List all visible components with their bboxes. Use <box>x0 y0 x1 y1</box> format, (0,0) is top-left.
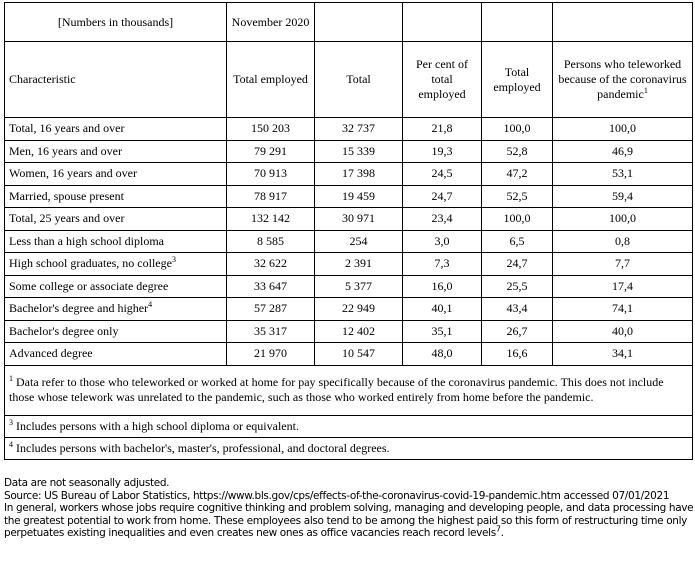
row-label-text: Men, 16 years and over <box>9 143 122 158</box>
cell-pct: 23,4 <box>403 208 482 231</box>
cell-pct: 21,8 <box>403 118 482 141</box>
footnote-row <box>5 415 693 437</box>
cell-pct: 7,3 <box>403 253 482 276</box>
column-header-total: Total <box>315 42 403 118</box>
cell-pct: 48,0 <box>403 343 482 366</box>
footnote-text: Data refer to those who teleworked or worked at home for pay specifically because of the coronavirus pandemic. This does not include those whose telework was unrelated to the pandemic, such as those who worked entirely from home before the pandemic. <box>9 375 664 404</box>
cell-emp-share: 52,8 <box>482 140 553 163</box>
cell-employed: 78 917 <box>227 185 315 208</box>
notes <box>4 477 694 540</box>
table-row <box>5 253 693 276</box>
footnote-text: Includes persons with a high school diploma or equivalent. <box>13 418 299 433</box>
row-label <box>5 118 227 141</box>
row-label-text: Total, 16 years and over <box>9 121 125 136</box>
cell-tw-share: 17,4 <box>553 275 693 298</box>
row-label <box>5 185 227 208</box>
cell-total: 5 377 <box>315 275 403 298</box>
seasonal-note: Data are not seasonally adjusted. <box>4 477 170 489</box>
cell-tw-share: 40,0 <box>553 320 693 343</box>
cell-tw-share: 7,7 <box>553 253 693 276</box>
cell-emp-share: 25,5 <box>482 275 553 298</box>
cell-total: 2 391 <box>315 253 403 276</box>
row-label <box>5 298 227 321</box>
cell-employed: 70 913 <box>227 163 315 186</box>
table-row <box>5 298 693 321</box>
paragraph <box>4 502 694 540</box>
row-label-text: Women, 16 years and over <box>9 166 137 181</box>
cell-employed: 35 317 <box>227 320 315 343</box>
footnote-mark: 3 <box>9 417 13 427</box>
cell-total: 32 737 <box>315 118 403 141</box>
cell-total: 15 339 <box>315 140 403 163</box>
row-label <box>5 208 227 231</box>
cell-emp-share: 26,7 <box>482 320 553 343</box>
table-row <box>5 208 693 231</box>
footnote-mark: 4 <box>9 439 13 449</box>
cell-emp-share: 43,4 <box>482 298 553 321</box>
table-row <box>5 275 693 298</box>
cell-employed: 79 291 <box>227 140 315 163</box>
column-header-employed-share: Total employed <box>482 42 553 118</box>
footnote-text: Includes persons with bachelor's, master's, professional, and doctoral degrees. <box>13 440 390 455</box>
empty-header-cell <box>553 3 693 42</box>
cell-tw-share: 74,1 <box>553 298 693 321</box>
footnote-mark: 1 <box>9 374 13 383</box>
column-header-total-employed: Total employed <box>227 42 315 118</box>
row-label-text: Advanced degree <box>9 346 93 361</box>
table-row <box>5 163 693 186</box>
empty-header-cell <box>315 3 403 42</box>
footnote-mark: 1 <box>643 86 648 95</box>
cell-pct: 35,1 <box>403 320 482 343</box>
row-label <box>5 140 227 163</box>
cell-tw-share: 59,4 <box>553 185 693 208</box>
table-row <box>5 118 693 141</box>
footnote-mark: 3 <box>171 255 176 265</box>
cell-total: 17 398 <box>315 163 403 186</box>
cell-total: 30 971 <box>315 208 403 231</box>
cell-emp-share: 47,2 <box>482 163 553 186</box>
cell-pct: 24,7 <box>403 185 482 208</box>
cell-total: 19 459 <box>315 185 403 208</box>
row-label <box>5 320 227 343</box>
row-label-text: Some college or associate degree <box>9 278 169 293</box>
footnote-row <box>5 365 693 415</box>
column-header-teleworked <box>553 42 693 118</box>
cell-total: 254 <box>315 230 403 253</box>
footnote-mark: 4 <box>148 300 153 310</box>
cell-emp-share: 52,5 <box>482 185 553 208</box>
footnote-cell <box>5 437 693 459</box>
empty-header-cell <box>403 3 482 42</box>
paragraph-end: . <box>500 527 504 539</box>
cell-emp-share: 100,0 <box>482 208 553 231</box>
footnote-cell <box>5 415 693 437</box>
cell-employed: 32 622 <box>227 253 315 276</box>
table-row <box>5 230 693 253</box>
row-label-text: Bachelor's degree and higher <box>9 301 149 316</box>
column-header-characteristic: Characteristic <box>5 42 227 118</box>
cell-tw-share: 53,1 <box>553 163 693 186</box>
table-row <box>5 343 693 366</box>
teleworked-header-text: Persons who teleworked because of the coronavirus pandemic <box>558 57 687 101</box>
paragraph-text: In general, workers whose jobs require cognitive thinking and problem solving, managing and developing people, and data processing have the greatest potential to work from home. These employees also tend to be among the highest paid so this form of restructuring time only perpetuates existing inequalities and even creates new ones as office vacancies reach record levels <box>4 502 694 539</box>
row-label <box>5 343 227 366</box>
period-label: November 2020 <box>227 3 315 42</box>
row-label-text: Less than a high school diploma <box>9 233 164 248</box>
cell-employed: 21 970 <box>227 343 315 366</box>
cell-emp-share: 16,6 <box>482 343 553 366</box>
cell-total: 22 949 <box>315 298 403 321</box>
empty-header-cell <box>482 3 553 42</box>
footnote-cell <box>5 365 693 415</box>
cell-tw-share: 46,9 <box>553 140 693 163</box>
cell-total: 12 402 <box>315 320 403 343</box>
cell-employed: 33 647 <box>227 275 315 298</box>
cell-pct: 40,1 <box>403 298 482 321</box>
table-row <box>5 185 693 208</box>
source-note: Source: US Bureau of Labor Statistics, https://www.bls.gov/cps/effects-of-the-coronavirus-covid-19-pandemic.htm accessed 07/01/2021 <box>4 489 670 502</box>
cell-emp-share: 100,0 <box>482 118 553 141</box>
cell-tw-share: 100,0 <box>553 118 693 141</box>
cell-tw-share: 0,8 <box>553 230 693 253</box>
cell-employed: 132 142 <box>227 208 315 231</box>
cell-emp-share: 6,5 <box>482 230 553 253</box>
cell-emp-share: 24,7 <box>482 253 553 276</box>
row-label <box>5 253 227 276</box>
footnote-row <box>5 437 693 459</box>
row-label <box>5 275 227 298</box>
row-label-text: Bachelor's degree only <box>9 323 119 338</box>
cell-pct: 24,5 <box>403 163 482 186</box>
row-label-text: High school graduates, no college <box>9 256 172 271</box>
table-row <box>5 320 693 343</box>
table-row <box>5 140 693 163</box>
column-header-percent: Per cent of total employed <box>403 42 482 118</box>
cell-employed: 8 585 <box>227 230 315 253</box>
cell-total: 10 547 <box>315 343 403 366</box>
row-label-text: Married, spouse present <box>9 188 124 203</box>
row-label <box>5 230 227 253</box>
row-label-text: Total, 25 years and over <box>9 211 125 226</box>
cell-tw-share: 34,1 <box>553 343 693 366</box>
cell-tw-share: 100,0 <box>553 208 693 231</box>
telework-table <box>4 2 693 460</box>
units-label: [Numbers in thousands] <box>5 3 227 42</box>
cell-employed: 150 203 <box>227 118 315 141</box>
cell-pct: 16,0 <box>403 275 482 298</box>
paragraph-footnote-mark: 7 <box>495 524 501 534</box>
cell-employed: 57 287 <box>227 298 315 321</box>
cell-pct: 19,3 <box>403 140 482 163</box>
row-label <box>5 163 227 186</box>
cell-pct: 3,0 <box>403 230 482 253</box>
